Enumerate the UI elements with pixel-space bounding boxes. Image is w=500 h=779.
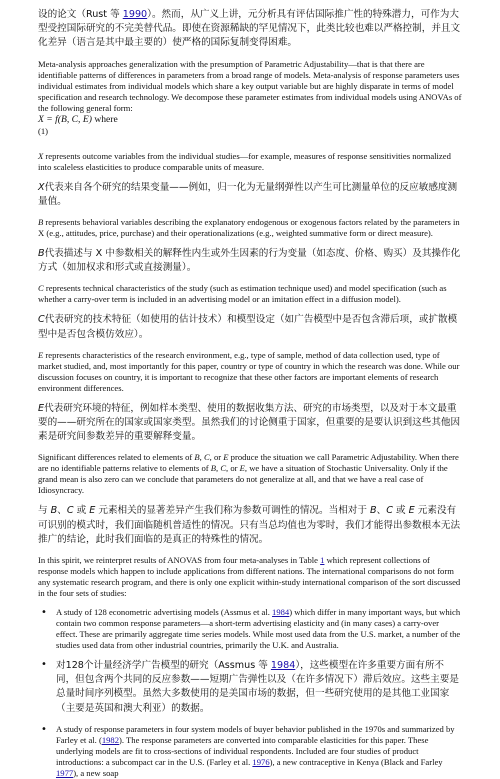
citation-link-black-farley-1977[interactable]: 1977 xyxy=(56,767,74,778)
formula xyxy=(38,114,462,126)
paragraph-zh-significant-differences: 与 B、C 或 E 元素相关的显著差异产生我们称为参数可调性的情况。当相对于 B、C 或 E 元素没有可识别的模式时，我们面临随机普适性的情况。只有当总均值也为零时，我们才能得出参数根本无法推广的结论，此时我们面临的是真正的特殊性的情况。 xyxy=(38,505,461,545)
citation-link-assmus-1984-zh[interactable]: 1984 xyxy=(270,660,296,672)
paragraph-zh-c-definition: C代表研究的技术特征（如使用的估计技术）和模型设定（如广告模型中是否包含滞后项，或扩散模型中是否包含模仿效应）。 xyxy=(38,314,458,340)
study-buyer-behavior-en: • A study of response parameters in four system models of buyer behavior published in the 1970s and summarized by Farley et al. (1982). The response parameters are converted into comparable elasticities for this paper. These underlying models are fit to cross-sections of individual respondents. Included are four studies of product introductions: a subcompact car in the U.S. (Farley et al. 1976), a new contraceptive in Kenya (Black and Farley 1977), a new soap xyxy=(56,723,455,778)
list-item xyxy=(38,724,462,779)
formula-where: where xyxy=(94,113,118,125)
citation-link-farley-1976[interactable]: 1976 xyxy=(252,756,270,767)
citation-link-rust-1990[interactable]: 1990 xyxy=(122,9,148,20)
paragraph-zh-intro: 设的论文（Rust 等 1990）。然而，从广义上讲，元分析具有评估国际推广性的特殊潜力，可作为大型受控国际研究的不完美替代品。即使在资源稀缺的罕见情况下，此类比较也难以严格控制，并且文化差异（语言是其中最主要的）使严格的国际复制变得困难。 xyxy=(38,9,461,49)
formula-expression: X = f(B, C, E) xyxy=(38,113,92,125)
paragraph-en-e-definition: E represents characteristics of the research environment, e.g., type of sample, method of data collection used, type of market studied, and, most importantly for this paper, country or type of country in which the research was done. While our discussion focuses on country, it is important to recognize that these other factors are important elements of research environment differences. xyxy=(38,349,460,393)
citation-link-farley-1982[interactable]: 1982 xyxy=(101,734,120,745)
paragraph-en-significant-differences: Significant differences related to elements of B, C, or E produce the situation we call Parametric Adjustability. When there are no identifiable patterns relative to elements of B, C, or E, we have a situation of Stochastic Universality. Only if the grand mean is also zero can we conclude that parameters do not generalize at all, and that we have a real case of Idiosyncracy. xyxy=(38,452,459,496)
table-link-1[interactable]: 1 xyxy=(320,555,325,566)
paragraph-en-c-definition: C represents technical characteristics of the study (such as estimation technique used) and model specification (such as whether a carry-over term is included in an advertising model or an imitation effect in a diffusion model). xyxy=(38,283,447,305)
list-item xyxy=(38,607,462,651)
paragraph-en-x-definition: X represents outcome variables from the individual studies—for example, measures of response sensitivities normalized into scaleless elasticities to produce comparable units of measure. xyxy=(38,150,451,172)
paragraph-en-b-definition: B represents behavioral variables describing the explanatory endogenous or exogenous factors related by the parameters in X (e.g., attitudes, price, purchase) and their operationalizations (e.g., weighted summative form or direct measure). xyxy=(38,217,460,239)
paragraph-en-in-this-spirit: In this spirit, we reinterpret results of ANOVAS from four meta-analyses in Table 1 which represent collections of response models which happen to include applications from different nations. The international comparisons do not form any systematic research program, and there is only one explicit within-study international comparison of the sort discussed in the four sets of studies: xyxy=(38,555,461,599)
equation-number: (1) xyxy=(38,125,49,136)
paragraph-zh-b-definition: B代表描述与 X 中参数相关的解释性内生或外生因素的行为变量（如态度、价格、购买）及其操作化方式（如加权求和形式或直接测量）。 xyxy=(38,248,461,274)
study-advertising-en: • A study of 128 econometric advertising models (Assmus et al. 1984) which differ in many important ways, but which contain two common response parameters—a short-term advertising elasticity and (in many cases) a carry-over effect. These are primarily aggregate time series models. While most used data from the U.S. market, a number of the studies used data from other industrial countries, primarily the U.K. and Australia. xyxy=(56,607,461,651)
study-advertising-zh: • 对128个计量经济学广告模型的研究（Assmus 等 1984），这些模型在许多重要方面有所不同，但包含两个共同的反应参数——短期广告弹性以及（在许多情况下）滞后效应。这些主要是总量时间序列模型。虽然大多数使用的是美国市场的数据，但一些研究使用的是其他工业国家（主要是英国和澳大利亚）的数据。 xyxy=(56,660,459,714)
paragraph-zh-e-definition: E代表研究环境的特征，例如样本类型、使用的数据收集方法、研究的市场类型，以及对于本文最重要的——研究所在的国家或国家类型。虽然我们的讨论侧重于国家，但重要的是要认识到这些其他因素是研究间参数差异的重要解释变量。 xyxy=(38,402,461,443)
studies-list xyxy=(38,607,462,779)
citation-link-assmus-1984[interactable]: 1984 xyxy=(272,607,290,618)
paragraph-en-parametric-adjustability: Meta-analysis approaches generalization with the presumption of Parametric Adjustability—that is that there are identifiable patterns of differences in parameters from a broad range of models. Meta-analysis of response parameters uses individual estimates from individual models which share a key output variable but are highly disparate in terms of model specification and research technology. We decompose these parameter estimates from individual models using ANOVAs of the following general form: xyxy=(38,58,462,113)
paragraph-zh-x-definition: X代表来自各个研究的结果变量——例如，归一化为无量纲弹性以产生可比测量单位的反应敏感度测量值。 xyxy=(38,181,458,207)
list-item xyxy=(38,659,462,716)
